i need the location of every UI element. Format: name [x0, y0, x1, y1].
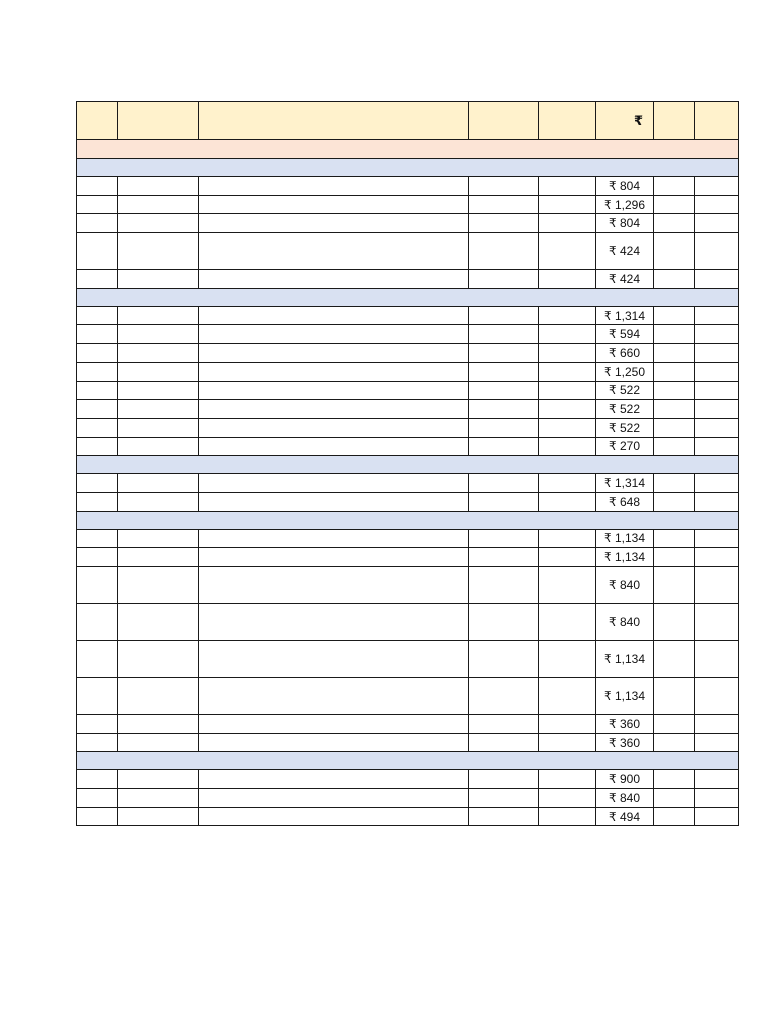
table-cell	[539, 770, 596, 789]
section-row	[77, 140, 739, 159]
price-cell: ₹ 840	[596, 567, 654, 604]
table-cell	[539, 715, 596, 734]
price-cell: ₹ 1,134	[596, 529, 654, 548]
table-cell	[77, 400, 118, 419]
table-cell	[539, 678, 596, 715]
price-cell: ₹ 494	[596, 807, 654, 826]
price-cell: ₹ 522	[596, 400, 654, 419]
table-cell	[469, 400, 539, 419]
table-cell	[118, 306, 199, 325]
table-row	[77, 214, 739, 233]
table-cell	[118, 325, 199, 344]
price-cell: ₹ 804	[596, 177, 654, 196]
table-cell	[695, 195, 739, 214]
table-cell	[199, 641, 469, 678]
table-cell	[539, 344, 596, 363]
table-cell	[199, 400, 469, 419]
table-cell	[77, 474, 118, 493]
table-cell	[654, 807, 695, 826]
table-cell	[654, 381, 695, 400]
table-cell	[199, 195, 469, 214]
table-row	[77, 789, 739, 808]
table-cell	[199, 529, 469, 548]
group-cell	[77, 288, 739, 306]
table-cell	[695, 400, 739, 419]
table-cell	[199, 381, 469, 400]
table-cell	[469, 381, 539, 400]
table-cell	[539, 270, 596, 289]
table-row	[77, 733, 739, 752]
table-cell	[469, 437, 539, 456]
table-cell	[539, 529, 596, 548]
table-cell	[695, 733, 739, 752]
table-cell	[654, 233, 695, 270]
table-cell	[199, 733, 469, 752]
table-cell	[199, 567, 469, 604]
table-cell	[469, 715, 539, 734]
group-cell	[77, 511, 739, 529]
table-row	[77, 567, 739, 604]
header-cell	[469, 102, 539, 140]
table-cell	[199, 604, 469, 641]
price-cell: ₹ 594	[596, 325, 654, 344]
table-row	[77, 474, 739, 493]
table-row	[77, 400, 739, 419]
price-cell: ₹ 660	[596, 344, 654, 363]
header-cell	[695, 102, 739, 140]
table-cell	[199, 807, 469, 826]
table-cell	[695, 492, 739, 511]
table-cell	[654, 306, 695, 325]
table-cell	[77, 604, 118, 641]
price-cell: ₹ 648	[596, 492, 654, 511]
table-row	[77, 770, 739, 789]
table-cell	[695, 807, 739, 826]
section-cell	[77, 140, 739, 159]
table-cell	[469, 807, 539, 826]
table-cell	[469, 418, 539, 437]
table-cell	[654, 770, 695, 789]
table-row	[77, 306, 739, 325]
table-cell	[469, 214, 539, 233]
table-cell	[539, 789, 596, 808]
table-cell	[539, 400, 596, 419]
table-cell	[199, 715, 469, 734]
price-cell: ₹ 360	[596, 733, 654, 752]
table-cell	[469, 529, 539, 548]
price-cell: ₹ 270	[596, 437, 654, 456]
table-cell	[118, 789, 199, 808]
table-cell	[199, 678, 469, 715]
table-cell	[695, 344, 739, 363]
table-row	[77, 344, 739, 363]
table-cell	[539, 437, 596, 456]
table-cell	[654, 548, 695, 567]
group-cell	[77, 456, 739, 474]
price-cell: ₹ 424	[596, 233, 654, 270]
price-cell: ₹ 522	[596, 381, 654, 400]
table-row	[77, 548, 739, 567]
table-cell	[469, 789, 539, 808]
table-row	[77, 529, 739, 548]
table-cell	[695, 306, 739, 325]
table-cell	[118, 195, 199, 214]
table-cell	[654, 715, 695, 734]
table-cell	[695, 418, 739, 437]
table-row	[77, 418, 739, 437]
table-cell	[654, 733, 695, 752]
table-cell	[199, 306, 469, 325]
table-cell	[77, 770, 118, 789]
table-cell	[118, 418, 199, 437]
table-cell	[654, 474, 695, 493]
table-cell	[539, 604, 596, 641]
table-cell	[118, 678, 199, 715]
table-cell	[469, 325, 539, 344]
table-cell	[654, 177, 695, 196]
header-cell	[539, 102, 596, 140]
table-cell	[695, 233, 739, 270]
table-cell	[118, 529, 199, 548]
table-cell	[654, 270, 695, 289]
header-cell	[118, 102, 199, 140]
table-cell	[469, 492, 539, 511]
table-cell	[539, 177, 596, 196]
table-cell	[469, 177, 539, 196]
price-cell: ₹ 1,250	[596, 362, 654, 381]
price-cell: ₹ 360	[596, 715, 654, 734]
table-cell	[695, 715, 739, 734]
table-cell	[469, 306, 539, 325]
table-cell	[469, 733, 539, 752]
table-cell	[469, 770, 539, 789]
table-cell	[77, 418, 118, 437]
table-cell	[199, 344, 469, 363]
group-row	[77, 511, 739, 529]
table-cell	[199, 474, 469, 493]
table-cell	[77, 362, 118, 381]
table-cell	[77, 789, 118, 808]
table-cell	[77, 177, 118, 196]
table-cell	[77, 214, 118, 233]
price-table	[76, 101, 739, 826]
table-cell	[695, 270, 739, 289]
table-cell	[77, 715, 118, 734]
table-cell	[469, 604, 539, 641]
table-cell	[539, 641, 596, 678]
table-cell	[695, 567, 739, 604]
table-cell	[77, 807, 118, 826]
header-cell	[199, 102, 469, 140]
price-cell: ₹ 840	[596, 604, 654, 641]
table-cell	[77, 270, 118, 289]
table-cell	[469, 567, 539, 604]
table-cell	[118, 733, 199, 752]
table-cell	[539, 362, 596, 381]
table-cell	[199, 362, 469, 381]
table-cell	[695, 641, 739, 678]
table-row	[77, 641, 739, 678]
table-cell	[77, 325, 118, 344]
price-cell: ₹ 1,296	[596, 195, 654, 214]
table-cell	[77, 529, 118, 548]
table-cell	[654, 362, 695, 381]
table-cell	[654, 437, 695, 456]
table-row	[77, 437, 739, 456]
table-cell	[654, 214, 695, 233]
table-cell	[118, 492, 199, 511]
table-cell	[77, 641, 118, 678]
table-cell	[654, 604, 695, 641]
table-cell	[77, 233, 118, 270]
table-cell	[118, 177, 199, 196]
table-row	[77, 325, 739, 344]
table-cell	[469, 195, 539, 214]
price-cell: ₹ 804	[596, 214, 654, 233]
table-cell	[118, 381, 199, 400]
table-row	[77, 604, 739, 641]
table-row	[77, 678, 739, 715]
header-cell	[654, 102, 695, 140]
table-cell	[539, 492, 596, 511]
table-cell	[469, 233, 539, 270]
table-cell	[469, 344, 539, 363]
table-cell	[118, 233, 199, 270]
price-cell: ₹ 1,134	[596, 678, 654, 715]
table-cell	[695, 214, 739, 233]
table-cell	[695, 770, 739, 789]
table-cell	[77, 567, 118, 604]
price-cell: ₹ 1,134	[596, 641, 654, 678]
table-cell	[539, 733, 596, 752]
table-cell	[654, 789, 695, 808]
table-cell	[695, 678, 739, 715]
table-cell	[469, 362, 539, 381]
price-cell: ₹ 522	[596, 418, 654, 437]
table-cell	[539, 418, 596, 437]
table-cell	[199, 233, 469, 270]
table-body	[77, 102, 739, 826]
table-cell	[77, 678, 118, 715]
table-cell	[77, 548, 118, 567]
table-cell	[118, 437, 199, 456]
table-cell	[77, 381, 118, 400]
table-cell	[118, 807, 199, 826]
table-cell	[695, 604, 739, 641]
table-cell	[118, 400, 199, 419]
table-cell	[539, 306, 596, 325]
group-row	[77, 159, 739, 177]
table-row	[77, 195, 739, 214]
table-cell	[539, 567, 596, 604]
header-row	[77, 102, 739, 140]
table-cell	[654, 492, 695, 511]
table-cell	[654, 418, 695, 437]
table-cell	[695, 362, 739, 381]
table-cell	[654, 529, 695, 548]
table-cell	[695, 789, 739, 808]
table-cell	[469, 474, 539, 493]
table-cell	[199, 177, 469, 196]
table-cell	[199, 548, 469, 567]
table-cell	[199, 418, 469, 437]
table-cell	[118, 641, 199, 678]
table-cell	[695, 177, 739, 196]
group-row	[77, 456, 739, 474]
table-cell	[539, 214, 596, 233]
table-cell	[539, 381, 596, 400]
table-cell	[539, 195, 596, 214]
table-cell	[695, 474, 739, 493]
group-row	[77, 752, 739, 770]
table-cell	[118, 604, 199, 641]
table-row	[77, 715, 739, 734]
table-cell	[118, 270, 199, 289]
price-cell: ₹ 840	[596, 789, 654, 808]
table-cell	[654, 195, 695, 214]
table-cell	[77, 733, 118, 752]
table-cell	[118, 567, 199, 604]
price-cell: ₹ 1,134	[596, 548, 654, 567]
table-cell	[118, 770, 199, 789]
table-cell	[695, 548, 739, 567]
price-cell: ₹ 1,314	[596, 474, 654, 493]
table-row	[77, 233, 739, 270]
table-cell	[695, 529, 739, 548]
price-header-cell: ₹	[596, 102, 654, 140]
table-cell	[539, 548, 596, 567]
table-cell	[118, 715, 199, 734]
group-cell	[77, 159, 739, 177]
table-cell	[199, 789, 469, 808]
table-cell	[199, 214, 469, 233]
table-cell	[654, 678, 695, 715]
table-cell	[77, 492, 118, 511]
table-cell	[199, 770, 469, 789]
table-cell	[539, 233, 596, 270]
table-cell	[118, 214, 199, 233]
table-cell	[469, 548, 539, 567]
table-cell	[77, 344, 118, 363]
table-row	[77, 807, 739, 826]
table-row	[77, 270, 739, 289]
table-cell	[199, 492, 469, 511]
table-cell	[469, 270, 539, 289]
table-cell	[695, 437, 739, 456]
table-cell	[77, 306, 118, 325]
table-row	[77, 177, 739, 196]
table-cell	[118, 548, 199, 567]
table-cell	[654, 344, 695, 363]
table-cell	[539, 325, 596, 344]
header-cell	[77, 102, 118, 140]
table-cell	[654, 400, 695, 419]
table-cell	[539, 807, 596, 826]
table-cell	[77, 437, 118, 456]
table-cell	[118, 474, 199, 493]
table-cell	[77, 195, 118, 214]
table-cell	[695, 325, 739, 344]
table-cell	[199, 437, 469, 456]
group-row	[77, 288, 739, 306]
table-cell	[695, 381, 739, 400]
table-cell	[654, 325, 695, 344]
price-cell: ₹ 900	[596, 770, 654, 789]
table-cell	[199, 325, 469, 344]
table-cell	[199, 270, 469, 289]
table-cell	[469, 678, 539, 715]
table-cell	[654, 567, 695, 604]
table-row	[77, 381, 739, 400]
group-cell	[77, 752, 739, 770]
table-cell	[118, 362, 199, 381]
table-cell	[469, 641, 539, 678]
table-row	[77, 492, 739, 511]
table-row	[77, 362, 739, 381]
table-cell	[654, 641, 695, 678]
table-cell	[118, 344, 199, 363]
table-cell	[539, 474, 596, 493]
price-cell: ₹ 424	[596, 270, 654, 289]
price-cell: ₹ 1,314	[596, 306, 654, 325]
